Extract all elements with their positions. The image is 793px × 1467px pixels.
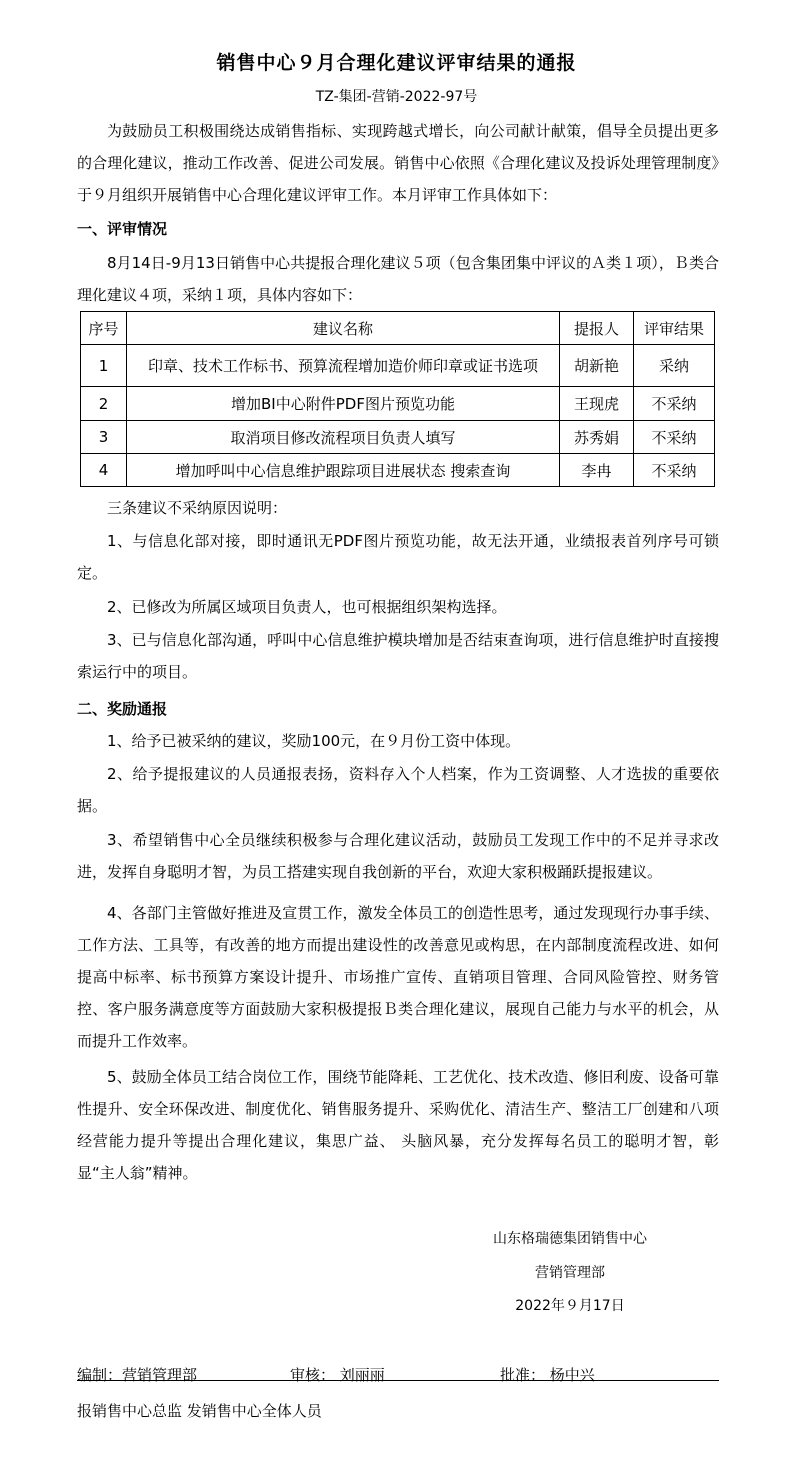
signature-org: 山东格瑞德集团销售中心 bbox=[493, 1231, 647, 1247]
signature-date: 2022年９月17日 bbox=[515, 1298, 625, 1314]
table-cell: 印章、技术工作标书、预算流程增加造价师印章或证书选项 bbox=[127, 345, 560, 387]
document-number: TZ-集团-营销-2022-97号 bbox=[315, 89, 478, 105]
table-cell: 4 bbox=[81, 454, 127, 487]
footer-distribution: 报销售中心总监 发销售中心全体人员 bbox=[77, 1402, 322, 1420]
reward-item: 2、给予提报建议的人员通报表扬，资料存入个人档案，作为工资调整、人才选拔的重要依据。 bbox=[77, 765, 719, 815]
reward-item: 5、鼓励全体员工结合岗位工作，围绕节能降耗、工艺优化、技术改造、修旧利废、设备可靠性提升、安全环保改进、制度优化、销售服务提升、采购优化、清洁生产、整洁工厂创建和八项经营能力提升等提出合理化建议，集思广益、 头脑风暴，充分发挥每名员工的聪明才智，彰显“主人翁”精神。 bbox=[77, 1068, 719, 1182]
intro-paragraph: 为鼓励员工积极围绕达成销售指标、实现跨越式增长，向公司献计献策，倡导全员提出更多的合理化建议，推动工作改善、促进公司发展。销售中心依照《合理化建议及投诉处理管理制度》于９月组织开展销售中心合理化建议评审工作。本月评审工作具体如下： bbox=[77, 122, 719, 204]
section1-heading: 一、评审情况 bbox=[77, 220, 168, 238]
signature-dept: 营销管理部 bbox=[535, 1265, 605, 1281]
footer-approved: 批准： 杨中兴 bbox=[500, 1366, 595, 1384]
table-cell: 不采纳 bbox=[634, 421, 715, 454]
table-row bbox=[81, 387, 715, 421]
footer-compiled: 编制：营销管理部 bbox=[77, 1366, 198, 1384]
table-cell: 3 bbox=[81, 421, 127, 454]
reason-item: 3、已与信息化部沟通，呼叫中心信息维护模块增加是否结束查询项，进行信息维护时直接搜索运行中的项目。 bbox=[77, 631, 719, 681]
table-header-cell: 提报人 bbox=[560, 312, 634, 345]
table-cell: 不采纳 bbox=[634, 387, 715, 421]
table-cell: 取消项目修改流程项目负责人填写 bbox=[127, 421, 560, 454]
table-row bbox=[81, 421, 715, 454]
table-cell: 增加呼叫中心信息维护跟踪项目进展状态 搜索查询 bbox=[127, 454, 560, 487]
table-header-cell: 评审结果 bbox=[634, 312, 715, 345]
table-cell: 增加BI中心附件PDF图片预览功能 bbox=[127, 387, 560, 421]
table-cell: 胡新艳 bbox=[560, 345, 634, 387]
section2-heading: 二、奖励通报 bbox=[77, 700, 168, 718]
table-cell: 苏秀娟 bbox=[560, 421, 634, 454]
footer-divider bbox=[77, 1380, 719, 1381]
table-cell: 1 bbox=[81, 345, 127, 387]
table-cell: 采纳 bbox=[634, 345, 715, 387]
table-cell: 不采纳 bbox=[634, 454, 715, 487]
review-results-table bbox=[80, 311, 715, 487]
table-cell: 李冉 bbox=[560, 454, 634, 487]
table-row bbox=[81, 345, 715, 387]
reasons-title: 三条建议不采纳原因说明： bbox=[107, 499, 288, 517]
reward-item: 1、给予已被采纳的建议，奖励100元，在９月份工资中体现。 bbox=[107, 732, 521, 750]
table-header-cell: 建议名称 bbox=[127, 312, 560, 345]
table-header-row bbox=[81, 312, 715, 345]
table-row bbox=[81, 454, 715, 487]
reason-item: 1、与信息化部对接，即时通讯无PDF图片预览功能，故无法开通，业绩报表首列序号可锁定。 bbox=[77, 532, 719, 582]
document-title: 销售中心９月合理化建议评审结果的通报 bbox=[216, 52, 577, 74]
footer-reviewed: 审核： 刘丽丽 bbox=[290, 1366, 385, 1384]
table-cell: 王现虎 bbox=[560, 387, 634, 421]
reward-item: 3、希望销售中心全员继续积极参与合理化建议活动，鼓励员工发现工作中的不足并寻求改进，发挥自身聪明才智，为员工搭建实现自我创新的平台，欢迎大家积极踊跃提报建议。 bbox=[77, 831, 719, 881]
reason-item: 2、已修改为所属区域项目负责人，也可根据组织架构选择。 bbox=[107, 598, 507, 616]
table-header-cell: 序号 bbox=[81, 312, 127, 345]
section1-paragraph: 8月14日-9月13日销售中心共提报合理化建议５项（包含集团集中评议的Ａ类１项），Ｂ类合理化建议４项，采纳１项，具体内容如下： bbox=[77, 254, 719, 304]
table-cell: 2 bbox=[81, 387, 127, 421]
reward-item: 4、各部门主管做好推进及宣贯工作，激发全体员工的创造性思考，通过发现现行办事手续、工作方法、工具等，有改善的地方而提出建设性的改善意见或构思，在内部制度流程改进、如何提高中标率、标书预算方案设计提升、市场推广宣传、直销项目管理、合同风险管控、财务管控、客户服务满意度等方面鼓励大家积极提报Ｂ类合理化建议，展现自己能力与水平的机会，从而提升工作效率。 bbox=[77, 904, 719, 1050]
